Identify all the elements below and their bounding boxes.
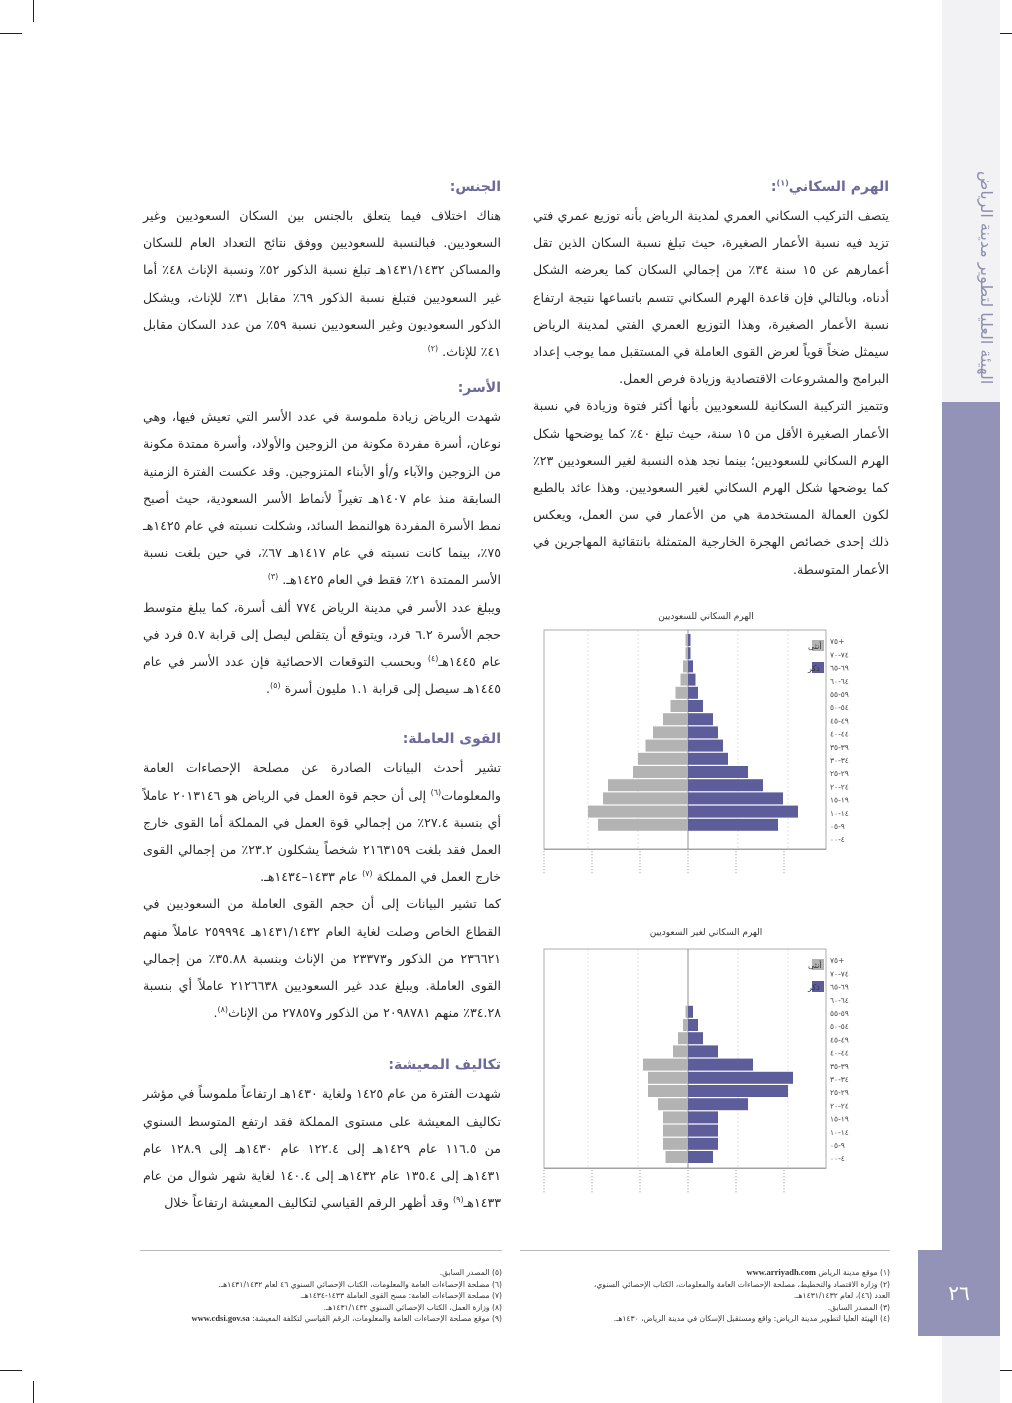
pyramid-bar-female — [678, 1032, 688, 1044]
age-label: ٥٤-٥٠ — [830, 1022, 849, 1032]
pyramid-bar-male — [688, 1006, 693, 1018]
footnote-1: (١) موقع مدينة الرياض www.arriyadh.com — [746, 1267, 890, 1277]
pyramid-bar-female — [588, 806, 688, 818]
footnote-9: (٩) موقع مصلحة الإحصاءات العامة والمعلومات، الرقم القياسي لتكلفة المعيشة: www.cdsi.gov.sa — [191, 1313, 502, 1323]
age-label: ٢٩-٢٥ — [830, 1088, 849, 1098]
pyramid-bar-male — [688, 700, 703, 712]
pyramid-bar-female — [683, 660, 688, 672]
pyramid-bar-male — [688, 740, 723, 752]
age-label: ١٩-١٥ — [830, 1114, 849, 1124]
legend-label-female: أنثى — [808, 642, 822, 651]
pyramid-bar-male — [688, 792, 783, 804]
pyramid-bar-male — [688, 713, 713, 725]
pyramid-bar-female — [663, 1111, 688, 1123]
age-label: ٢٩-٢٥ — [830, 769, 849, 779]
pyramid-bar-male — [688, 1138, 718, 1150]
age-label: ٥٩-٥٥ — [830, 1009, 849, 1018]
pyramid-bar-male — [688, 806, 798, 818]
age-label: ٤٩-٤٥ — [830, 1035, 849, 1045]
pyramid-bar-female — [658, 1098, 688, 1110]
age-label: ٤-٠٠ — [830, 835, 845, 845]
labor-heading: القوى العاملة: — [402, 731, 501, 748]
left-column — [143, 172, 501, 1217]
pyramid-bar-male — [688, 726, 718, 738]
pyramid-bar-female — [663, 1138, 688, 1150]
age-label: ١٤-١٠ — [830, 1127, 849, 1137]
age-label: ٧٤-٧٠ — [830, 650, 849, 660]
pyramid-chart-saudi — [536, 626, 866, 886]
pyramid-bar-female — [663, 713, 688, 725]
footnote-8: (٨) وزارة العمل، الكتاب الإحصائي السنوي ١٤٣١/١٤٣٢هـ. — [323, 1302, 502, 1312]
age-label: ٧٥+ — [830, 637, 845, 647]
legend-label-female: أنثى — [808, 961, 822, 970]
family-heading: الأسر: — [457, 380, 501, 397]
pyramid-bar-male — [688, 1111, 718, 1123]
cost-paragraph: شهدت الفترة من عام ١٤٢٥ ولغاية ١٤٣٠هـ ارتفاعاً ملموساً في مؤشر تكاليف المعيشة على مستوى المملكة فقد ارتفع المتوسط السنوي من ١١٦.٥ عام ١٤٢٩هـ إلى ١٢٢.٤ عام ١٤٣٠هـ إلى ١٢٨.٩ عام ١٤٣١هـ إلى ١٣٥.٤ عام ١٤٣٢هـ إلى ١٤٠.٤ لغاية شهر شوال من عام ١٤٣٣هـ$^{(٩)}$ وقد أظهر الرقم القياسي لتكاليف المعيشة ارتفاعاً خلال — [143, 1086, 502, 1211]
labor-paragraph-1: تشير أحدث البيانات الصادرة عن مصلحة الإحصاءات العامة والمعلومات$^{(٦)}$ إلى أن حجم قوة العمل في الرياض هو ٢٠١٣١٤٦ عاملاً أي بنسبة ٢٧.٤٪ من إجمالي قوة العمل في المملكة أما القوى خارج العمل فقد بلغت ٢١٦٣١٥٩ شخصاً يشكلون ٢٣.٢٪ من إجمالي القوى خارج العمل في المملكة $^{(٧)}$ عام ١٤٣٣–١٤٣٤هـ. — [143, 760, 501, 885]
age-label: ٤٩-٤٥ — [830, 716, 849, 726]
gender-heading: الجنس: — [449, 179, 501, 195]
age-label: ٣٤-٣٠ — [830, 756, 849, 765]
pyramid-paragraph-1: يتصف التركيب السكاني العمري لمدينة الرياض بأنه توزيع عمري فتي تزيد فيه نسبة الأعمار الصغيرة، حيث تبلغ نسبة السكان الذين تقل أعمارهم عن ١٥ سنة ٣٤٪ من إجمالي السكان كما يعرضه الشكل أدناه، وبالتالي فإن قاعدة الهرم السكاني تتسم باتساعها نتيجة ارتفاع نسبة الأعمار الصغيرة، وهذا التوزيع العمري الفتي لمدينة الرياض سيمثل ضخاً قوياً لعرض القوى العاملة في المستقبل مما يوجب إعداد البرامج والمشروعات الاقتصادية وزيادة فرص العمل. — [533, 208, 889, 387]
pyramid-bar-female — [671, 700, 689, 712]
pyramid-bar-male — [688, 687, 698, 699]
footnote-2: (٢) وزارة الاقتصاد والتخطيط، مصلحة الإحصاءات العامة والمعلومات، الكتاب الإحصائي السنوي، — [593, 1279, 890, 1289]
pyramid-chart-nonsaudi — [536, 945, 866, 1205]
pyramid-bar-female — [598, 819, 688, 831]
age-label: ٥٤-٥٠ — [830, 703, 849, 713]
pyramid-bar-male — [688, 766, 748, 778]
pyramid-bar-female — [643, 1059, 688, 1071]
cost-heading: تكاليف المعيشة: — [388, 1057, 501, 1074]
pyramid-bar-female — [648, 1072, 688, 1084]
footnote-3: (٣) المصدر السابق. — [827, 1302, 890, 1312]
age-label: ٩-٠٥ — [830, 1141, 845, 1150]
pyramid-bar-female — [673, 1045, 688, 1057]
pyramid-bar-female — [686, 634, 689, 646]
right-column — [533, 172, 889, 583]
legend-label-male: ذكر — [808, 664, 820, 673]
age-label: ٦٩-٦٥ — [830, 982, 849, 992]
footnotes-right — [520, 1267, 890, 1325]
age-label: ٦٤-٦٠ — [830, 995, 849, 1005]
pyramid-bar-male — [688, 1032, 703, 1044]
age-label: ٤-٠٠ — [830, 1154, 845, 1164]
pyramid-bar-male — [688, 753, 728, 765]
gender-paragraph: هناك اختلاف فيما يتعلق بالجنس بين السكان السعوديين وغير السعوديين. فبالنسبة للسعوديين ووفق نتائج التعداد العام للسكان والمساكن ١٤٣١/١٤٣٢هـ تبلغ نسبة الذكور ٥٢٪ ونسبة الإناث ٤٨٪ أما غير السعوديين فتبلغ نسبة الذكور ٦٩٪ مقابل ٣١٪ للإناث، ويشكل الذكور السعوديون وغير السعوديين نسبة ٥٩٪ من عدد السكان مقابل ٤١٪ للإناث. $^{(٢)}$ — [143, 208, 501, 360]
age-label: ١٤-١٠ — [830, 808, 849, 818]
page-number: ٢٦ — [918, 1250, 1000, 1336]
crop-mark — [0, 33, 22, 34]
pyramid-paragraph-2: وتتميز التركيبة السكانية للسعوديين بأنها أكثر فتوة وزيادة في نسبة الأعمار الصغيرة الأقل من ١٥ سنة، حيث تبلغ ٤٠٪ كما يوضحها شكل الهرم السكاني للسعوديين؛ بينما نجد هذه النسبة لغير السعوديين ٢٣٪ كما يوضحها شكل الهرم السكاني لغير السعوديين. وهذا عائد بالطبع لكون العمالة المستخدمة هي من الأعمار في سن العمل، ويعكس ذلك إحدى خصائص الهجرة الخارجية المتمثلة بانتقائية المهاجرين في الأعمار المتوسطة. — [533, 398, 889, 577]
age-label: ٣٩-٣٥ — [830, 742, 849, 752]
pyramid-bar-male — [688, 779, 763, 791]
labor-paragraph-2: كما تشير البيانات إلى أن حجم القوى العاملة من السعوديين في القطاع الخاص وصلت لغاية العام ١٤٣١/١٤٣٢هـ ٢٥٩٩٩٤ عاملاً منهم ٢٣٦٦٢١ من الذكور و٢٣٣٧٣ من الإناث وبنسبة ٣٥.٨٨٪ من إجمالي القوى العاملة. ويبلغ عدد غير السعوديين ٢١٢٦٦٣٨ عاملاً أي بنسبة ٣٤.٢٨٪ منهم ٢٠٩٨٧٨١ من الذكور و٢٧٨٥٧ من الإناث$^{(٨)}$. — [143, 896, 501, 1021]
age-label: ٧٥+ — [830, 956, 845, 966]
age-label: ٢٤-٢٠ — [830, 782, 849, 792]
crop-mark — [33, 1381, 34, 1403]
pyramid-bar-male — [688, 1085, 788, 1097]
age-label: ٣٩-٣٥ — [830, 1061, 849, 1071]
age-label: ٧٤-٧٠ — [830, 969, 849, 979]
age-label: ٢٤-٢٠ — [830, 1101, 849, 1111]
pyramid-bar-male — [688, 1045, 718, 1057]
footnote-5: (٥) المصدر السابق. — [439, 1268, 502, 1277]
legend-label-male: ذكر — [808, 983, 820, 992]
age-label: ١٩-١٥ — [830, 795, 849, 805]
pyramid-bar-male — [688, 674, 696, 686]
side-title: الهيئة العليا لتطوير مدينة الرياض — [977, 170, 996, 385]
pyramid-bar-female — [648, 1085, 688, 1097]
pyramid-heading: الهرم السكاني$^{(١)}$: — [770, 178, 889, 195]
pyramid-bar-female — [663, 1125, 688, 1137]
age-label: ٦٩-٦٥ — [830, 663, 849, 673]
footnote-rule-right — [520, 1250, 890, 1251]
pyramid-bar-male — [688, 647, 691, 659]
footnotes-left — [140, 1267, 502, 1325]
footnote-6: (٦) مصلحة الإحصاءات العامة والمعلومات، الكتاب الإحصائي السنوي ٤٦ لعام ١٤٣١/١٤٣٢هـ. — [218, 1279, 502, 1289]
family-paragraph-1: شهدت الرياض زيادة ملموسة في عدد الأسر التي تعيش فيها، وهي نوعان، أسرة مفردة مكونة من الزوجين والأولاد، وأسرة ممتدة مكونة من الزوجين والآباء و/أو الأبناء المتزوجين. وقد عكست الفترة الزمنية السابقة منذ عام ١٤٠٧هـ تغيراً لأنماط الأسر السعودية، حيث أصبح نمط الأسرة المفردة هوالنمط السائد، وشكلت نسبته في عام ١٤٢٥هـ ٧٥٪، بينما كانت نسبته في عام ١٤١٧هـ ٦٧٪، في حين بلغت نسبة الأسر الممتدة ٢١٪ فقط في العام ١٤٢٥هـ. $^{(٣)}$ — [143, 409, 501, 588]
crop-mark — [33, 0, 34, 22]
pyramid-bar-female — [686, 1006, 689, 1018]
pyramid-title-saudi: الهرم السكاني للسعوديين — [658, 612, 754, 622]
footnote-4: (٤) الهيئة العليا لتطوير مدينة الرياض: واقع ومستقبل الإسكان في مدينة الرياض، ١٤٣٠هـ. — [613, 1314, 890, 1323]
side-accent-bar — [942, 402, 1000, 1250]
family-paragraph-2: ويبلغ عدد الأسر في مدينة الرياض ٧٧٤ ألف أسرة، كما يبلغ متوسط حجم الأسرة ٦.٢ فرد، ويتوقع أن يتقلص ليصل إلى قرابة ٥.٧ فرد في عام ١٤٤٥هـ$^{(٤)}$ وبحسب التوقعات الاحصائية فإن عدد الأسر في عام ١٤٤٥هـ سيصل إلى قرابة ١.١ مليون أسرة $^{(٥)}$. — [143, 599, 501, 697]
pyramid-bar-female — [666, 1151, 689, 1163]
crop-mark — [0, 1370, 22, 1371]
pyramid-bar-male — [688, 1151, 713, 1163]
footnote-link[interactable]: www.cdsi.gov.sa — [191, 1313, 250, 1323]
pyramid-bar-male — [688, 1098, 748, 1110]
pyramid-bar-male — [688, 660, 693, 672]
age-label: ٩-٠٥ — [830, 822, 845, 831]
age-label: ٦٤-٦٠ — [830, 676, 849, 686]
pyramid-bar-female — [646, 740, 689, 752]
pyramid-bar-female — [676, 687, 689, 699]
pyramid-bar-female — [608, 779, 688, 791]
age-label: ٥٩-٥٥ — [830, 690, 849, 699]
pyramid-bar-male — [688, 1019, 698, 1031]
pyramid-bar-male — [688, 634, 691, 646]
pyramid-title-nonsaudi: الهرم السكاني لغير السعوديين — [649, 928, 763, 938]
footnote-rule-left — [140, 1250, 502, 1251]
pyramid-bar-female — [633, 766, 688, 778]
pyramid-bar-female — [603, 792, 688, 804]
pyramid-bar-female — [683, 1019, 688, 1031]
pyramid-bar-female — [681, 674, 689, 686]
pyramid-bar-male — [688, 819, 778, 831]
footnote-link[interactable]: www.arriyadh.com — [746, 1267, 816, 1277]
pyramid-bar-male — [688, 1125, 718, 1137]
pyramid-bar-female — [686, 647, 689, 659]
pyramid-bar-male — [688, 1059, 753, 1071]
footnote-2-cont: العدد (٤٦)، لعام ١٤٣١/١٤٣٢هـ. — [793, 1291, 890, 1300]
pyramid-bar-female — [653, 726, 688, 738]
age-label: ٤٤-٤٠ — [830, 729, 849, 739]
pyramid-bar-female — [638, 753, 688, 765]
footnote-7: (٧) مصلحة الإحصاءات العامة: مسح القوى العاملة ١٤٣٣-١٤٣٤هـ. — [299, 1291, 502, 1300]
pyramid-bar-male — [688, 1072, 793, 1084]
age-label: ٤٤-٤٠ — [830, 1048, 849, 1058]
age-label: ٣٤-٣٠ — [830, 1075, 849, 1084]
